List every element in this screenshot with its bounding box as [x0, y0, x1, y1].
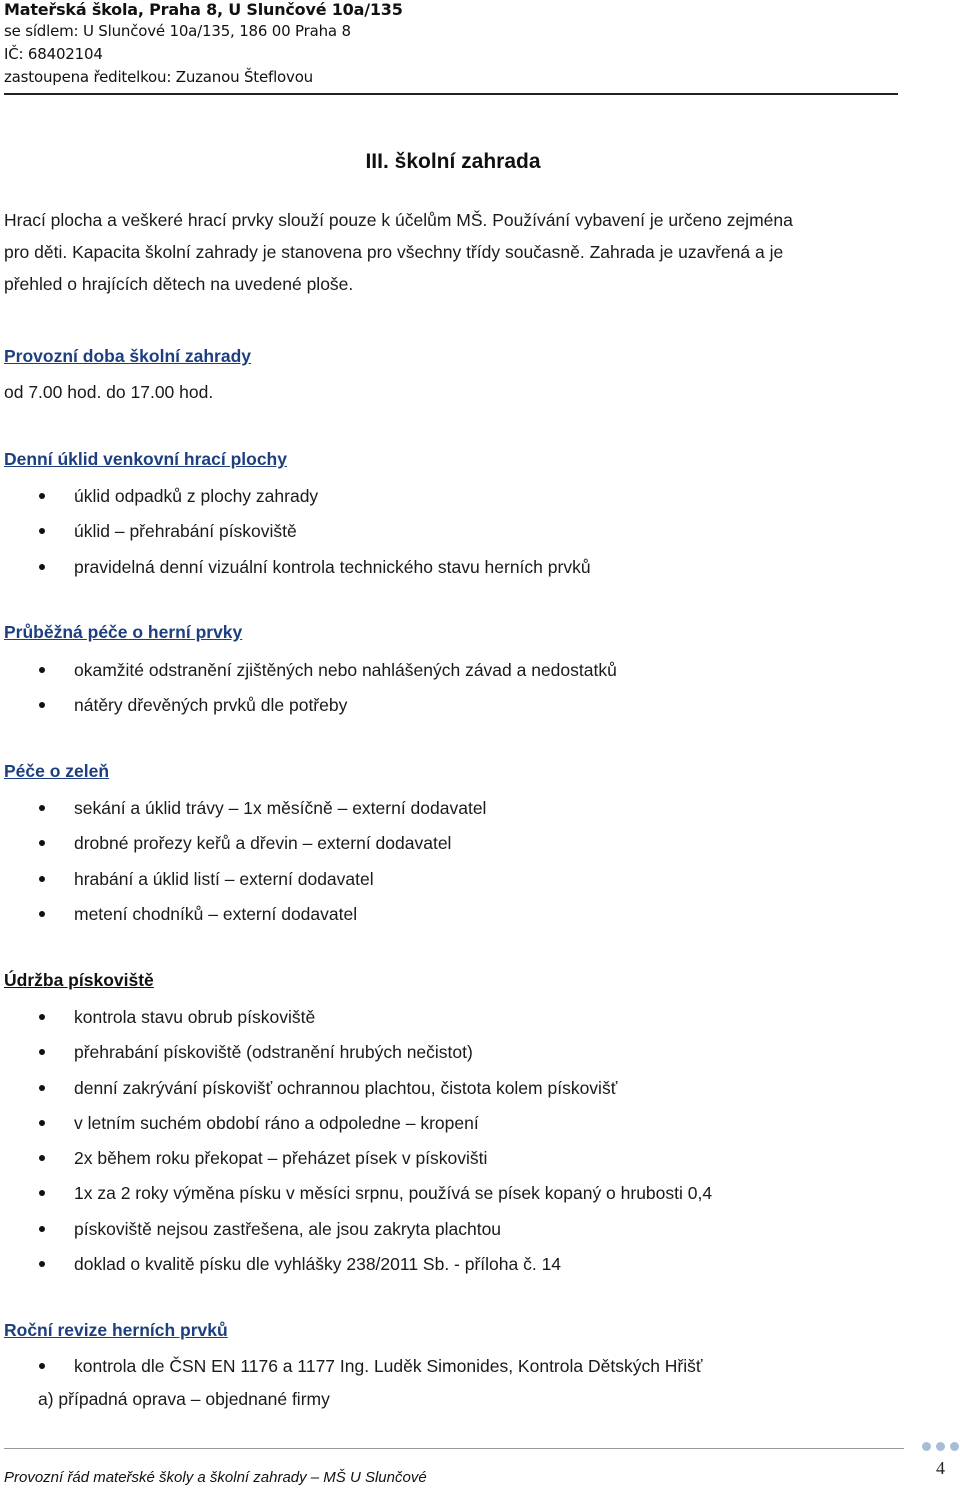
- list-item: hrabání a úklid listí – externí dodavatel: [0, 868, 486, 903]
- list-udrzba-piskoviste: [0, 1006, 712, 1288]
- bullet-icon: [39, 1014, 45, 1020]
- bullet-icon: [39, 1363, 45, 1369]
- bullet-icon: [39, 840, 45, 846]
- list-item: drobné prořezy keřů a dřevin – externí dodavatel: [0, 832, 486, 867]
- list-item: doklad o kvalitě písku dle vyhlášky 238/2011 Sb. - příloha č. 14: [0, 1253, 712, 1288]
- list-item: 2x během roku překopat – přeházet písek v pískovišti: [0, 1147, 712, 1182]
- heading-denni-uklid: Denní úklid venkovní hrací plochy: [4, 449, 287, 469]
- list-item: sekání a úklid trávy – 1x měsíčně – externí dodavatel: [0, 797, 486, 832]
- heading-provozni-doba: Provozní doba školní zahrady: [4, 346, 251, 366]
- heading-udrzba-piskoviste: Údržba pískoviště: [4, 970, 154, 990]
- list-item: přehrabání pískoviště (odstranění hrubých nečistot): [0, 1041, 712, 1076]
- header-school-name: Mateřská škola, Praha 8, U Slunčové 10a/135: [4, 0, 403, 19]
- bullet-icon: [39, 493, 45, 499]
- bullet-icon: [39, 528, 45, 534]
- list-item: okamžité odstranění zjištěných nebo nahlášených závad a nedostatků: [0, 659, 617, 694]
- bullet-icon: [39, 1085, 45, 1091]
- list-item: úklid – přehrabání pískoviště: [0, 520, 591, 555]
- bullet-icon: [39, 876, 45, 882]
- bullet-icon: [39, 1226, 45, 1232]
- bullet-icon: [39, 805, 45, 811]
- bullet-icon: [39, 1261, 45, 1267]
- bullet-icon: [39, 667, 45, 673]
- header-director: zastoupena ředitelkou: Zuzanou Šteflovou: [4, 68, 313, 86]
- intro-line: pro děti. Kapacita školní zahrady je stanovena pro všechny třídy současně. Zahrada je uzavřená a je: [4, 242, 784, 262]
- list-item: 1x za 2 roky výměna písku v měsíci srpnu, používá se písek kopaný o hrubosti 0,4: [0, 1182, 712, 1217]
- list-item: pravidelná denní vizuální kontrola technického stavu herních prvků: [0, 556, 591, 591]
- list-item: kontrola stavu obrub pískoviště: [0, 1006, 712, 1041]
- intro-paragraph: [4, 204, 924, 300]
- document-header: [4, 0, 898, 95]
- list-pece-o-zelen: [0, 797, 486, 938]
- heading-pece-o-zelen: Péče o zeleň: [4, 761, 110, 781]
- list-item: v letním suchém období ráno a odpoledne – kropení: [0, 1112, 712, 1147]
- bullet-icon: [39, 1049, 45, 1055]
- header-ico: IČ: 68402104: [4, 45, 103, 63]
- list-rocni-revize: [0, 1355, 702, 1390]
- intro-line: Hrací plocha a veškeré hrací prvky slouží pouze k účelům MŠ. Používání vybavení je určeno zejména: [4, 210, 793, 230]
- bullet-icon: [39, 1120, 45, 1126]
- bullet-icon: [39, 564, 45, 570]
- footer-text: Provozní řád mateřské školy a školní zahrady – MŠ U Slunčové: [4, 1469, 427, 1486]
- header-address: se sídlem: U Slunčové 10a/135, 186 00 Praha 8: [4, 22, 351, 40]
- list-item: nátěry dřevěných prvků dle potřeby: [0, 694, 617, 729]
- footer-divider: [4, 1448, 904, 1449]
- list-prubezna-pece: [0, 659, 617, 730]
- list-item: denní zakrývání pískovišť ochrannou plachtou, čistota kolem pískovišť: [0, 1077, 712, 1112]
- bullet-icon: [39, 702, 45, 708]
- list-denni-uklid: [0, 485, 591, 591]
- note-oprava: a) případná oprava – objednané firmy: [38, 1389, 330, 1409]
- list-item: kontrola dle ČSN EN 1176 a 1177 Ing. Luděk Simonides, Kontrola Dětských Hřišť: [0, 1355, 702, 1390]
- page-dots-icon: [922, 1442, 960, 1452]
- intro-line: přehled o hrajících dětech na uvedené ploše.: [4, 274, 354, 294]
- bullet-icon: [39, 1155, 45, 1161]
- bullet-icon: [39, 1190, 45, 1196]
- list-item: pískoviště nejsou zastřešena, ale jsou zakryta plachtou: [0, 1218, 712, 1253]
- bullet-icon: [39, 911, 45, 917]
- list-item: úklid odpadků z plochy zahrady: [0, 485, 591, 520]
- page-number: 4: [936, 1458, 945, 1478]
- provozni-doba-text: od 7.00 hod. do 17.00 hod.: [4, 382, 214, 402]
- page-title: III. školní zahrada: [365, 150, 541, 173]
- list-item: metení chodníků – externí dodavatel: [0, 903, 486, 938]
- heading-rocni-revize: Roční revize herních prvků: [4, 1320, 228, 1340]
- heading-prubezna-pece: Průběžná péče o herní prvky: [4, 622, 243, 642]
